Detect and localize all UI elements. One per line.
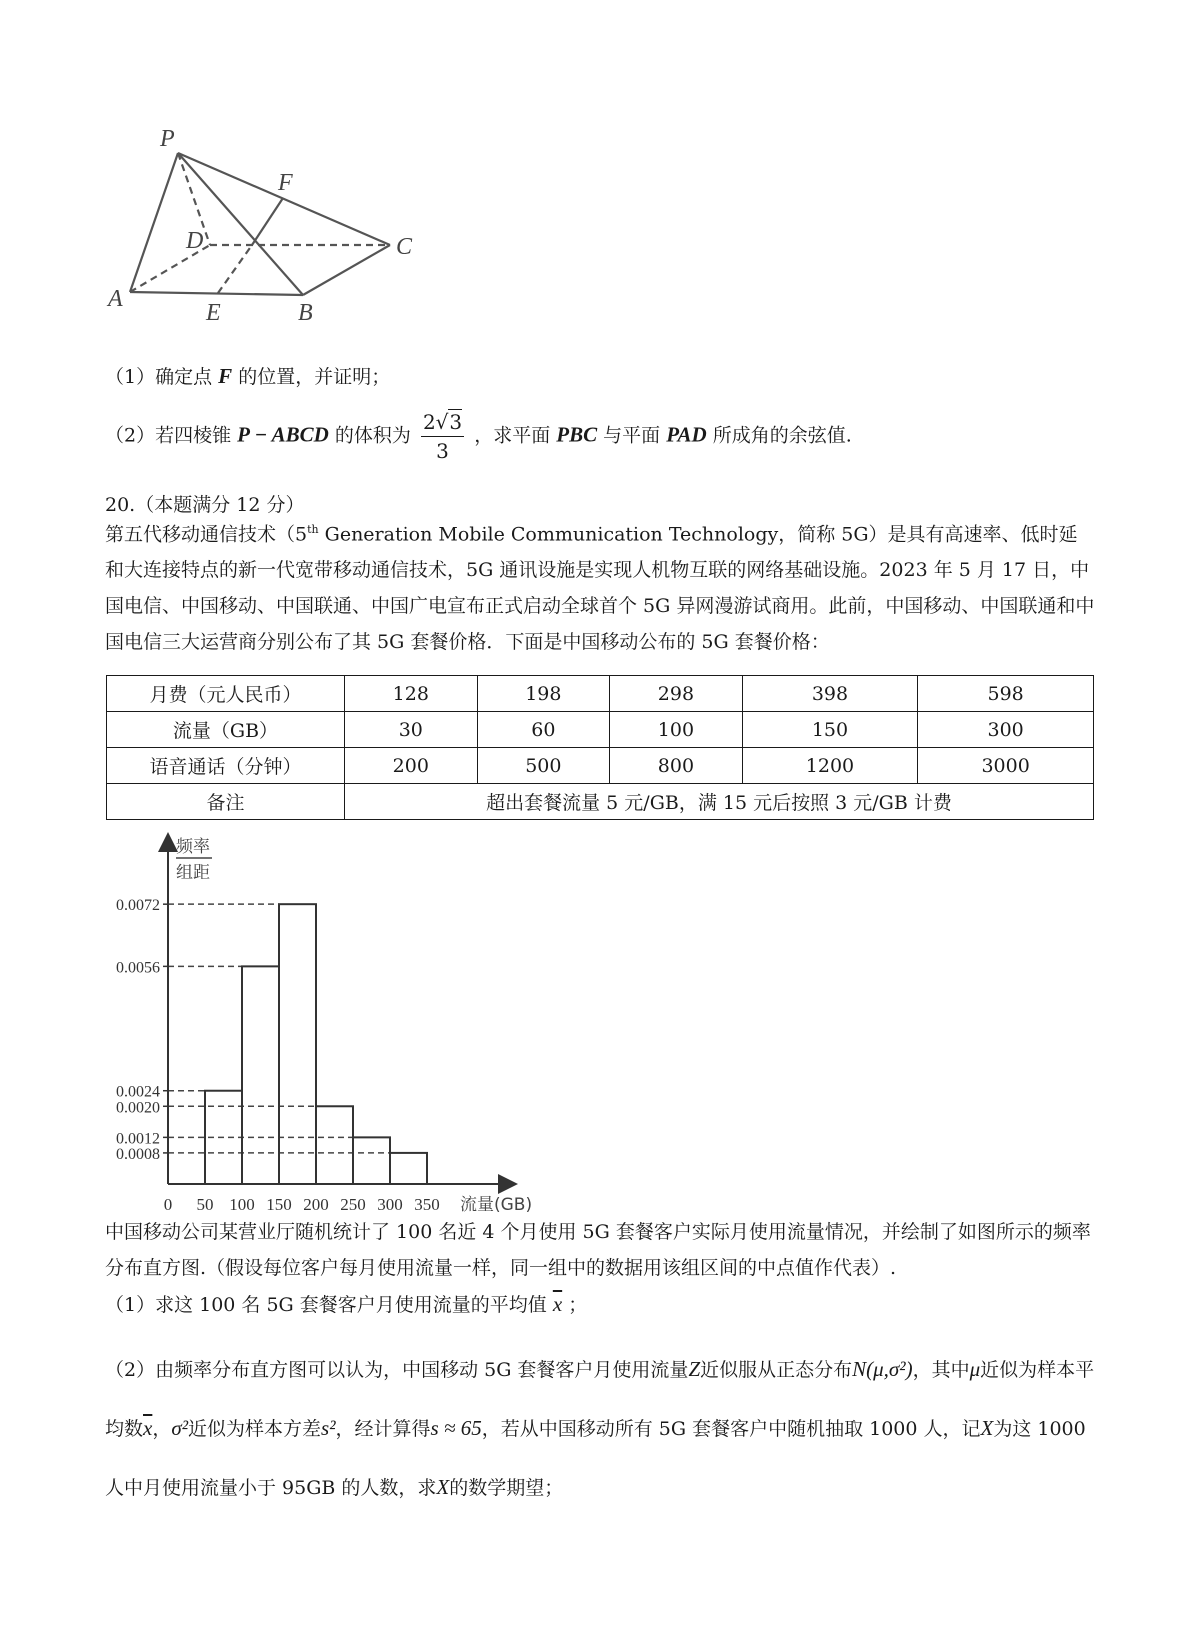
volume-fraction: $\frac{2√3}{3}$ [422, 410, 463, 463]
q20-part1: （1）求这 100 名 5G 套餐客户月使用流量的平均值 $\overline{x}$ ； [105, 1292, 588, 1316]
q19-part2: （2）若四棱锥 P − ABCD 的体积为 $\frac{2√3}{3}$ ，求平面 PBC 与平面 PAD 所成角的余弦值. [105, 410, 852, 463]
label-e: E [206, 300, 221, 326]
ylabel-top: 频率 [176, 837, 210, 857]
q20-part2: （2）由频率分布直方图可以认为，中国移动 5G 套餐客户月使用流量Z近似服从正态分布N(μ,σ²)，其中μ近似为样本平均数$\overline{x}$，σ²近似为样本方差s²，经计算得s ≈ 65，若从中国移动所有 5G 套餐客户中随机抽取 1000 人，记X为这 1000 人中月使用流量小于 95GB 的人数，求X的数学期望； [105, 1357, 1095, 1499]
note-text: 超出套餐流量 5 元/GB，满 15 元后按照 3 元/GB 计费 [345, 784, 1094, 820]
x-tick-label: 100 [229, 1195, 255, 1214]
histogram-bar [390, 1153, 427, 1184]
pyramid-figure [100, 120, 440, 340]
row-label: 流量（GB） [107, 712, 345, 748]
label-d: D [186, 228, 204, 254]
price-table [106, 675, 1094, 820]
x-tick-label: 0 [163, 1195, 173, 1214]
xlabel: 流量(GB) [460, 1195, 533, 1215]
y-tick-label: 0.0008 [116, 1145, 160, 1163]
q19-part1: （1）确定点 F 的位置，并证明； [105, 364, 391, 388]
edge-bc [303, 245, 390, 295]
ylabel-bottom: 组距 [176, 863, 210, 883]
x-tick-label: 300 [377, 1195, 403, 1214]
label-b: B [298, 300, 313, 326]
table-row: 月费（元人民币） 128 198 298 398 598 [107, 676, 1094, 712]
x-tick-label: 350 [414, 1195, 440, 1214]
note-label: 备注 [107, 784, 345, 820]
label-c: C [396, 234, 413, 260]
segment-e-mid [218, 245, 252, 293]
table-row: 流量（GB） 30 60 100 150 300 [107, 712, 1094, 748]
x-tick-label: 50 [196, 1195, 214, 1214]
y-tick-label: 0.0024 [116, 1083, 160, 1101]
x-tick-label: 200 [303, 1195, 329, 1214]
q20-header: 20.（本题满分 12 分） [105, 494, 305, 516]
label-a: A [108, 286, 123, 312]
label-p: P [160, 126, 175, 152]
q20-sample-description: 中国移动公司某营业厅随机统计了 100 名近 4 个月使用 5G 套餐客户实际月使用流量情况，并绘制了如图所示的频率分布直方图.（假设每位客户每月使用流量一样，同一组中的数据用该组区间的中点值作代表）. [105, 1221, 1091, 1279]
table-row [107, 784, 1094, 820]
table-row: 语音通话（分钟） 200 500 800 1200 3000 [107, 748, 1094, 784]
histogram-bar [279, 904, 316, 1184]
x-tick-label: 250 [340, 1195, 366, 1214]
y-tick-label: 0.0012 [116, 1130, 160, 1148]
x-tick-label: 150 [266, 1195, 292, 1214]
histogram-chart [100, 830, 570, 1215]
label-f: F [278, 170, 293, 196]
edge-ab [130, 292, 303, 295]
histogram-bar [316, 1106, 353, 1184]
segment-mid-f [252, 198, 283, 245]
q20-intro: 第五代移动通信技术（5th Generation Mobile Communication Technology，简称 5G）是具有高速率、低时延和大连接特点的新一代宽带移动通信技术，5G 通讯设施是实现人机物互联的网络基础设施。2023 年 5 月 17 日，中国电信、中国移动、中国联通、中国广电宣布正式启动全球首个 5G 异网漫游试商用。此前，中国移动、中国联通和中国电信三大运营商分别公布了其 5G 套餐价格．下面是中国移动公布的 5G 套餐价格： [105, 523, 1095, 654]
y-tick-label: 0.0056 [116, 959, 160, 977]
row-label: 语音通话（分钟） [107, 748, 345, 784]
histogram-bar [353, 1137, 390, 1184]
row-label: 月费（元人民币） [107, 676, 345, 712]
histogram-bar [242, 966, 279, 1184]
y-tick-label: 0.0020 [116, 1099, 160, 1117]
y-tick-label: 0.0072 [116, 897, 160, 915]
edge-pa [130, 153, 178, 292]
edge-pc [178, 153, 390, 245]
